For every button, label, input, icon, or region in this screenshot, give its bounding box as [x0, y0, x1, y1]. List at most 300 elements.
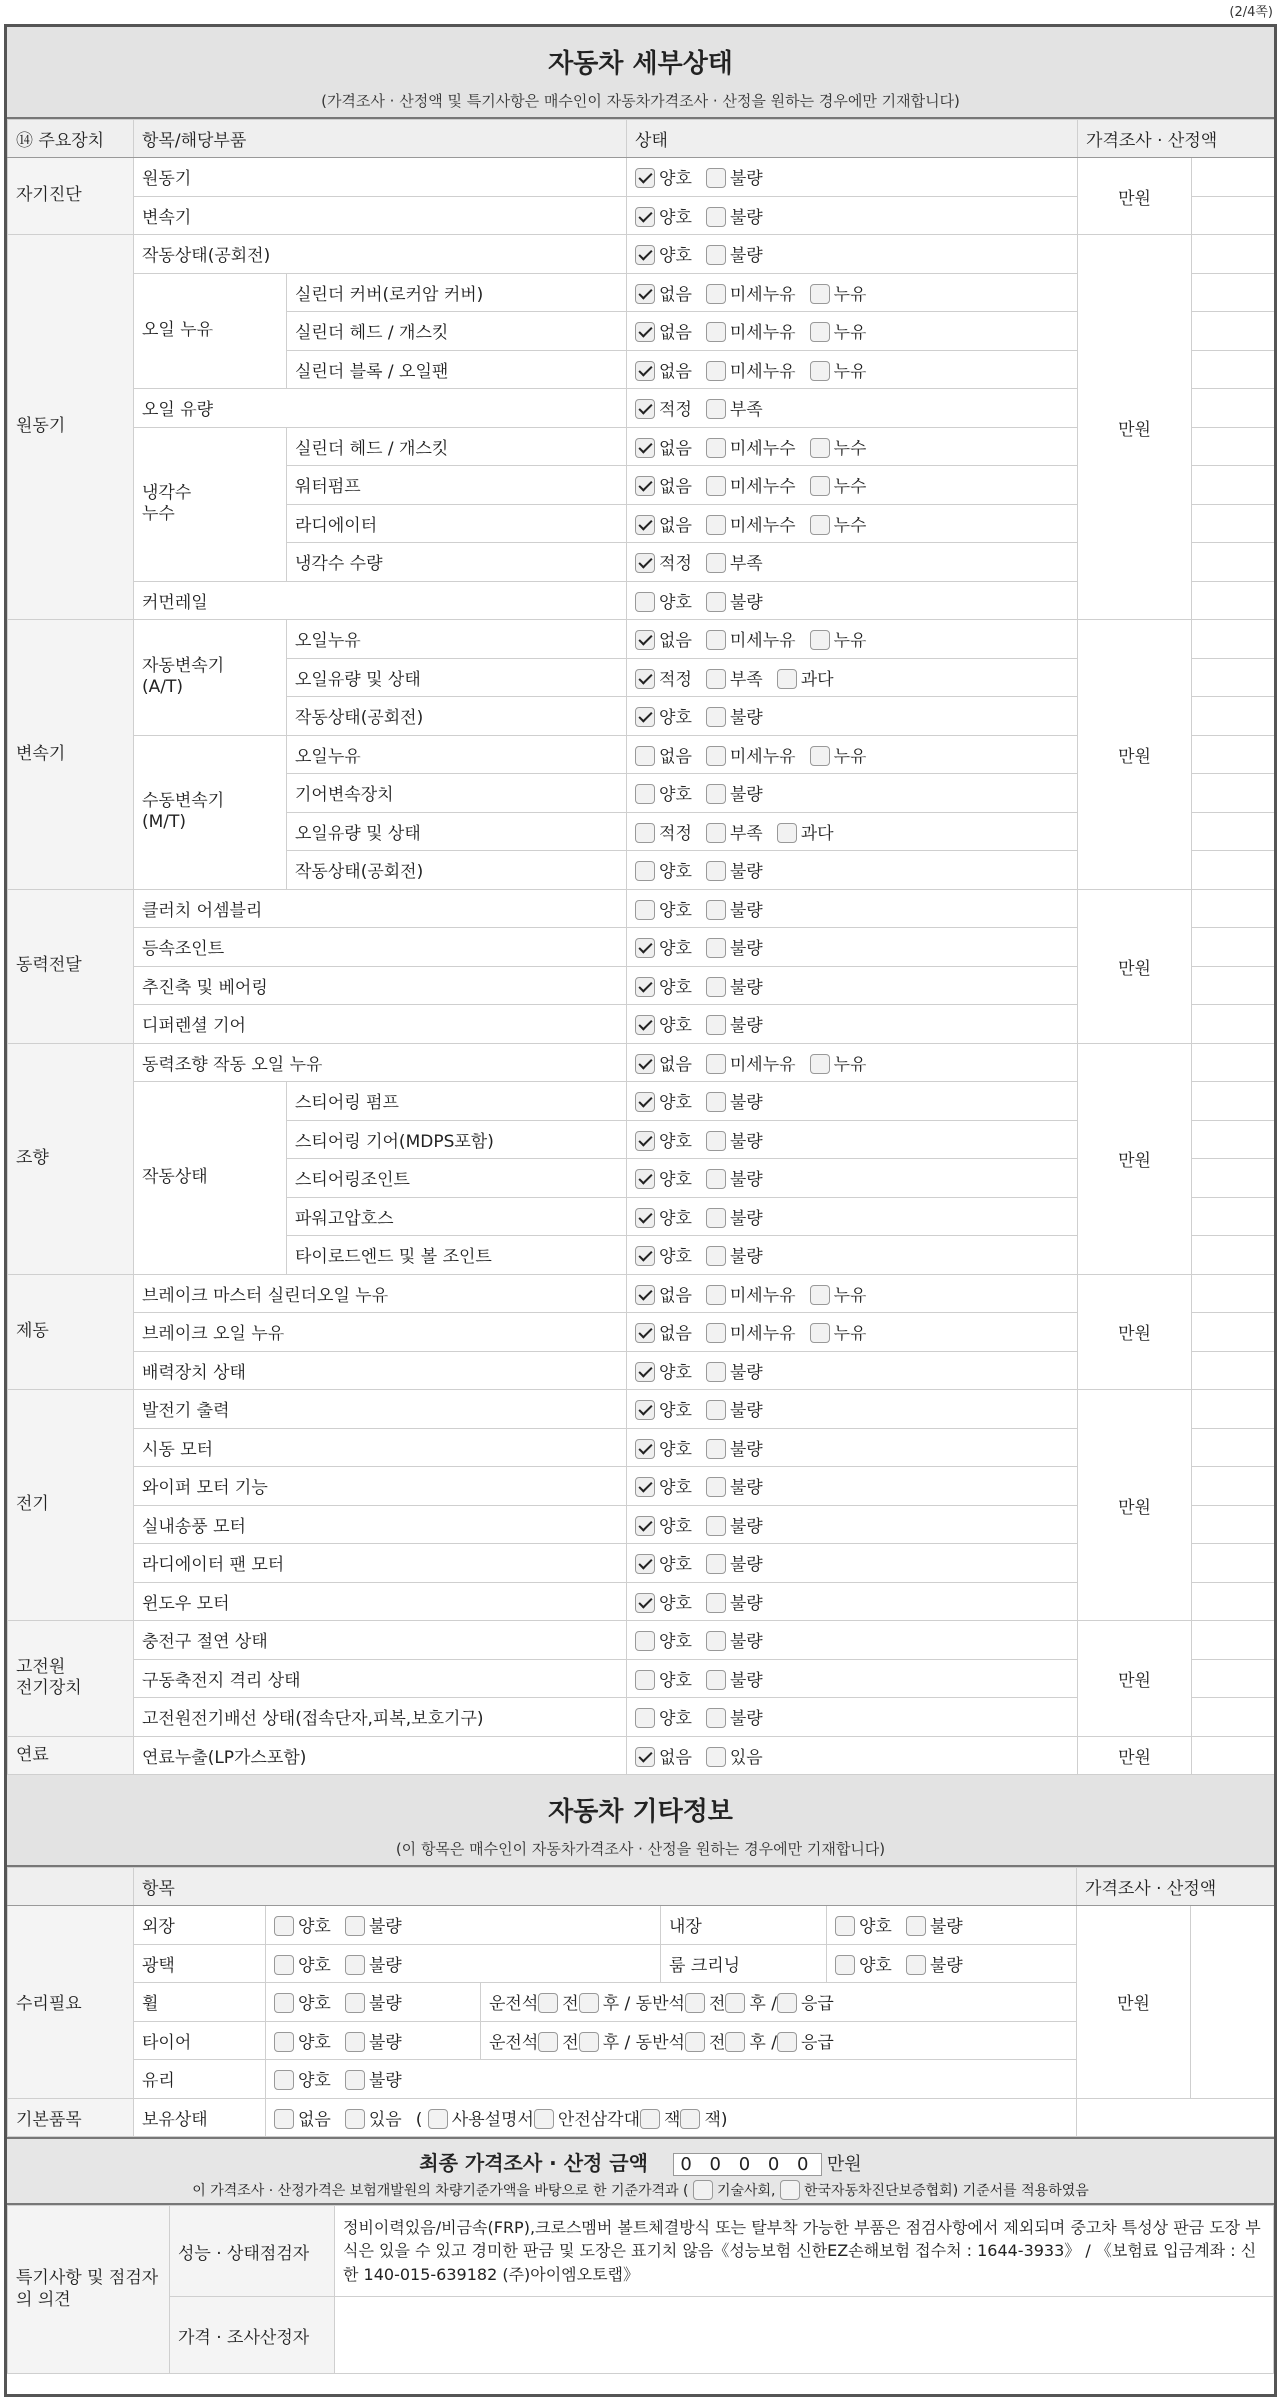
option-label: 양호	[659, 1632, 692, 1653]
checked-checkbox[interactable]	[635, 938, 655, 958]
price-input[interactable]	[1192, 1274, 1277, 1313]
option-label: 양호	[659, 1516, 692, 1537]
checked-checkbox[interactable]	[635, 1516, 655, 1536]
checkbox[interactable]	[706, 1516, 726, 1536]
option-label: 미세누유	[729, 1054, 796, 1075]
price-input[interactable]	[1192, 812, 1277, 851]
status-options	[627, 1082, 1078, 1121]
checkbox[interactable]	[810, 284, 830, 304]
tire-options: 양호 불량	[266, 2021, 481, 2060]
price-input[interactable]	[1192, 928, 1277, 967]
price-input[interactable]	[1192, 658, 1277, 697]
checkbox[interactable]	[725, 2032, 745, 2052]
option-label: 양호	[659, 246, 692, 267]
checkbox[interactable]	[345, 1955, 365, 1975]
checkbox[interactable]	[706, 1631, 726, 1651]
price-input[interactable]	[1192, 196, 1277, 235]
price-inspector-text[interactable]	[335, 2297, 1274, 2374]
price-input[interactable]	[1192, 1467, 1277, 1506]
option-label: 불량	[729, 1208, 763, 1229]
option-label: 불량	[729, 1593, 763, 1614]
checkbox[interactable]	[706, 1747, 726, 1767]
status-options	[627, 851, 1078, 890]
checkbox[interactable]	[810, 438, 830, 458]
checked-checkbox[interactable]	[635, 168, 655, 188]
checkbox[interactable]	[579, 1993, 599, 2013]
price-input[interactable]	[1192, 1351, 1277, 1390]
col-item: 항목/해당부품	[134, 120, 627, 158]
status-options	[627, 1544, 1078, 1583]
checked-checkbox[interactable]	[635, 1400, 655, 1420]
part-label: 오일유량 및 상태	[287, 812, 627, 851]
price-unit: 만원	[1078, 1274, 1192, 1390]
checkbox[interactable]	[706, 1708, 726, 1728]
checkbox[interactable]	[706, 1169, 726, 1189]
checked-checkbox[interactable]	[635, 1554, 655, 1574]
checkbox[interactable]	[274, 1916, 294, 1936]
checkbox[interactable]	[635, 900, 655, 920]
checked-checkbox[interactable]	[635, 1362, 655, 1382]
price-input[interactable]	[1192, 1698, 1277, 1737]
checkbox[interactable]	[635, 861, 655, 881]
status-options	[627, 620, 1078, 659]
price-input[interactable]	[1192, 158, 1277, 197]
checked-checkbox[interactable]	[635, 245, 655, 265]
status-options	[627, 1698, 1078, 1737]
status-options	[627, 158, 1078, 197]
checkbox[interactable]	[706, 1323, 726, 1343]
option-label: 불량	[729, 207, 763, 228]
item-label: 발전기 출력	[134, 1390, 627, 1429]
checkbox[interactable]	[274, 2032, 294, 2052]
price-input[interactable]	[1192, 1236, 1277, 1275]
option-label: 양호	[659, 1016, 692, 1037]
main-device-label: 고전원 전기장치	[8, 1621, 134, 1737]
checkbox[interactable]	[810, 746, 830, 766]
checkbox[interactable]	[706, 707, 726, 727]
checkbox[interactable]	[635, 823, 655, 843]
option-label: 없음	[659, 438, 692, 459]
price-inspector-label: 가격 · 조사산정자	[170, 2297, 335, 2374]
other-col-price: 가격조사 · 산정액	[1077, 1868, 1275, 1906]
item-label: 디퍼렌셜 기어	[134, 1005, 627, 1044]
checkbox[interactable]	[706, 1054, 726, 1074]
other-subtitle: (이 항목은 매수인이 자동차가격조사 · 산정을 원하는 경우에만 기재합니다)	[395, 1840, 886, 1858]
status-options	[627, 1467, 1078, 1506]
item-label: 고전원전기배선 상태(접속단자,피복,보호기구)	[134, 1698, 627, 1737]
sub-item-label: 오일 누유	[134, 273, 287, 389]
checkbox[interactable]	[706, 1285, 726, 1305]
checkbox[interactable]	[706, 1670, 726, 1690]
option-label: 불량	[729, 1439, 763, 1460]
other-table	[7, 1867, 1275, 2137]
wheel-options: 양호 불량	[266, 1983, 481, 2022]
price-input[interactable]	[1192, 581, 1277, 620]
status-options	[627, 774, 1078, 813]
checked-checkbox[interactable]	[635, 1439, 655, 1459]
checkbox[interactable]	[345, 2109, 365, 2129]
price-unit: 만원	[1078, 1043, 1192, 1274]
price-input[interactable]	[1192, 466, 1277, 505]
checkbox[interactable]	[706, 1554, 726, 1574]
price-input[interactable]	[1192, 389, 1277, 428]
checked-checkbox[interactable]	[635, 1246, 655, 1266]
main-device-label: 연료	[8, 1736, 134, 1775]
option-label: 양호	[659, 592, 692, 613]
checkbox[interactable]	[274, 1955, 294, 1975]
checkbox[interactable]	[810, 361, 830, 381]
option-label: 과다	[800, 669, 834, 690]
checkbox[interactable]	[680, 2109, 700, 2129]
final-amount-input[interactable]: 0 0 0 0 0	[673, 2153, 821, 2176]
checkbox[interactable]	[706, 1593, 726, 1613]
option-label: 누유	[833, 746, 867, 767]
checkbox[interactable]	[706, 361, 726, 381]
price-input[interactable]	[1192, 1428, 1277, 1467]
status-options	[627, 389, 1078, 428]
remarks-label: 특기사항 및 점검자의 의견	[8, 2206, 170, 2374]
price-input[interactable]	[1192, 1082, 1277, 1121]
item-label: 와이퍼 모터 기능	[134, 1467, 627, 1506]
checkbox[interactable]	[706, 1015, 726, 1035]
part-label: 파워고압호스	[287, 1197, 627, 1236]
status-options	[627, 196, 1078, 235]
checkbox[interactable]	[345, 2032, 365, 2052]
checkbox[interactable]	[706, 1439, 726, 1459]
checkbox[interactable]	[538, 1993, 558, 2013]
option-label: 불량	[729, 1478, 763, 1499]
checkbox[interactable]	[685, 2032, 705, 2052]
tire-label: 타이어	[134, 2021, 266, 2060]
item-label: 원동기	[134, 158, 627, 197]
page-number: (2/4쪽)	[1229, 5, 1273, 20]
item-label: 커먼레일	[134, 581, 627, 620]
checkbox[interactable]	[706, 823, 726, 843]
option-label: 불량	[729, 1401, 763, 1422]
checkbox[interactable]	[706, 1131, 726, 1151]
status-options	[627, 273, 1078, 312]
option-label: 없음	[659, 1324, 692, 1345]
price-input[interactable]	[1192, 273, 1277, 312]
detail-section-header	[7, 27, 1274, 119]
price-input[interactable]	[1192, 235, 1277, 274]
status-options	[627, 1159, 1078, 1198]
status-options	[627, 1390, 1078, 1429]
price-input[interactable]	[1192, 350, 1277, 389]
part-label: 스티어링 기어(MDPS포함)	[287, 1120, 627, 1159]
checked-checkbox[interactable]	[635, 707, 655, 727]
option-label: 미세누유	[729, 1324, 796, 1345]
option-label: 없음	[659, 477, 692, 498]
glass-label: 유리	[134, 2060, 266, 2099]
status-options	[627, 1428, 1078, 1467]
checked-checkbox[interactable]	[635, 1323, 655, 1343]
option-label: 불량	[729, 246, 763, 267]
price-unit: 만원	[1078, 1736, 1192, 1775]
price-unit: 만원	[1078, 158, 1192, 235]
checkbox[interactable]	[835, 1916, 855, 1936]
checkbox[interactable]	[693, 2180, 713, 2200]
status-options	[627, 889, 1078, 928]
part-label: 오일누유	[287, 620, 627, 659]
price-input[interactable]	[1192, 735, 1277, 774]
item-label: 오일 유량	[134, 389, 627, 428]
detail-row	[8, 889, 1278, 928]
checkbox[interactable]	[706, 1362, 726, 1382]
checkbox[interactable]	[706, 1208, 726, 1228]
part-label: 라디에이터	[287, 504, 627, 543]
status-options	[627, 966, 1078, 1005]
checkbox[interactable]	[810, 1054, 830, 1074]
checkbox[interactable]	[706, 746, 726, 766]
price-input[interactable]	[1192, 1390, 1277, 1429]
checkbox[interactable]	[706, 207, 726, 227]
main-device-label: 동력전달	[8, 889, 134, 1043]
wheel-position-options: 운전석 전 후 / 동반석 전 후 / 응급	[481, 1983, 1077, 2022]
part-label: 실린더 블록 / 오일팬	[287, 350, 627, 389]
checkbox[interactable]	[345, 1916, 365, 1936]
main-device-label: 자기진단	[8, 158, 134, 235]
option-label: 양호	[659, 862, 692, 883]
checkbox[interactable]	[706, 1092, 726, 1112]
checkbox[interactable]	[906, 1916, 926, 1936]
checked-checkbox[interactable]	[635, 1054, 655, 1074]
price-input[interactable]	[1192, 543, 1277, 582]
checked-checkbox[interactable]	[635, 515, 655, 535]
option-label: 양호	[659, 1362, 692, 1383]
status-options	[627, 350, 1078, 389]
price-input[interactable]	[1192, 1621, 1277, 1660]
checked-checkbox[interactable]	[635, 1285, 655, 1305]
checkbox[interactable]	[706, 399, 726, 419]
checkbox[interactable]	[635, 1670, 655, 1690]
option-label: 없음	[659, 746, 692, 767]
checkbox[interactable]	[706, 1246, 726, 1266]
option-label: 누유	[833, 631, 867, 652]
price-input[interactable]	[1192, 1505, 1277, 1544]
price-input[interactable]	[1192, 427, 1277, 466]
interior-options: 양호 불량	[827, 1906, 1077, 1945]
price-input[interactable]	[1192, 1120, 1277, 1159]
checkbox[interactable]	[706, 592, 726, 612]
checkbox[interactable]	[706, 322, 726, 342]
checked-checkbox[interactable]	[635, 476, 655, 496]
price-unit: 만원	[1078, 620, 1192, 890]
option-label: 없음	[659, 1747, 692, 1768]
price-input[interactable]	[1192, 312, 1277, 351]
checkbox[interactable]	[706, 476, 726, 496]
price-input[interactable]	[1192, 1544, 1277, 1583]
price-input[interactable]	[1192, 1197, 1277, 1236]
checked-checkbox[interactable]	[635, 1593, 655, 1613]
item-label: 브레이크 마스터 실린더오일 누유	[134, 1274, 627, 1313]
price-input[interactable]	[1192, 1043, 1277, 1082]
checkbox[interactable]	[706, 861, 726, 881]
checked-checkbox[interactable]	[635, 399, 655, 419]
price-input[interactable]	[1192, 1736, 1277, 1775]
checkbox[interactable]	[706, 784, 726, 804]
option-label: 불량	[729, 1362, 763, 1383]
checkbox[interactable]	[810, 515, 830, 535]
option-label: 양호	[659, 169, 692, 190]
checkbox[interactable]	[810, 630, 830, 650]
status-options	[627, 1120, 1078, 1159]
exterior-label: 외장	[134, 1906, 266, 1945]
checked-checkbox[interactable]	[635, 1015, 655, 1035]
checked-checkbox[interactable]	[635, 284, 655, 304]
option-label: 불량	[729, 1016, 763, 1037]
option-label: 적정	[659, 669, 692, 690]
option-label: 양호	[659, 785, 692, 806]
checkbox[interactable]	[274, 2109, 294, 2129]
checkbox[interactable]	[706, 553, 726, 573]
checked-checkbox[interactable]	[635, 207, 655, 227]
detail-subtitle: (가격조사 · 산정액 및 특기사항은 매수인이 자동차가격조사 · 산정을 원하는 경우에만 기재합니다)	[321, 92, 960, 110]
checkbox[interactable]	[635, 592, 655, 612]
price-input[interactable]	[1192, 774, 1277, 813]
checkbox[interactable]	[777, 669, 797, 689]
price-input[interactable]	[1192, 1659, 1277, 1698]
status-options	[627, 697, 1078, 736]
detail-row	[8, 1621, 1278, 1660]
price-input[interactable]	[1192, 1313, 1277, 1352]
checkbox[interactable]	[640, 2109, 660, 2129]
status-options	[627, 1274, 1078, 1313]
checkbox[interactable]	[777, 823, 797, 843]
price-input[interactable]	[1192, 1582, 1277, 1621]
status-options	[627, 1043, 1078, 1082]
checkbox[interactable]	[706, 938, 726, 958]
interior-label: 내장	[661, 1906, 827, 1945]
checkbox[interactable]	[780, 2180, 800, 2200]
part-label: 냉각수 수량	[287, 543, 627, 582]
checkbox[interactable]	[706, 168, 726, 188]
option-label: 불량	[729, 1670, 763, 1691]
owned-label: 보유상태	[134, 2098, 266, 2137]
checkbox[interactable]	[777, 2032, 797, 2052]
price-input[interactable]	[1192, 1159, 1277, 1198]
price-input[interactable]	[1192, 1005, 1277, 1044]
checkbox[interactable]	[685, 1993, 705, 2013]
checkbox[interactable]	[706, 438, 726, 458]
checkbox[interactable]	[706, 515, 726, 535]
price-input[interactable]	[1192, 697, 1277, 736]
checkbox[interactable]	[274, 2070, 294, 2090]
item-label: 시동 모터	[134, 1428, 627, 1467]
checkbox[interactable]	[345, 2070, 365, 2090]
price-input[interactable]	[1192, 504, 1277, 543]
checked-checkbox[interactable]	[635, 553, 655, 573]
item-label: 변속기	[134, 196, 627, 235]
checkbox[interactable]	[538, 2032, 558, 2052]
checkbox[interactable]	[725, 1993, 745, 2013]
checkbox[interactable]	[635, 1631, 655, 1651]
option-label: 양호	[659, 1170, 692, 1191]
checkbox[interactable]	[706, 1400, 726, 1420]
checked-checkbox[interactable]	[635, 1092, 655, 1112]
option-label: 불량	[729, 169, 763, 190]
checkbox[interactable]	[810, 1285, 830, 1305]
checkbox[interactable]	[635, 784, 655, 804]
checkbox[interactable]	[706, 284, 726, 304]
checkbox[interactable]	[810, 322, 830, 342]
checked-checkbox[interactable]	[635, 438, 655, 458]
checkbox[interactable]	[706, 900, 726, 920]
sub-item-label: 작동상태	[134, 1082, 287, 1275]
option-label: 불량	[729, 939, 763, 960]
option-label: 없음	[659, 361, 692, 382]
other-price-input[interactable]	[1191, 1906, 1275, 2099]
option-label: 누유	[833, 1324, 867, 1345]
checked-checkbox[interactable]	[635, 1477, 655, 1497]
option-label: 미세누수	[729, 515, 796, 536]
checkbox[interactable]	[635, 1708, 655, 1728]
checked-checkbox[interactable]	[635, 1131, 655, 1151]
option-label: 과다	[800, 823, 834, 844]
gloss-label: 광택	[134, 1944, 266, 1983]
checkbox[interactable]	[345, 1993, 365, 2013]
checkbox[interactable]	[534, 2109, 554, 2129]
gloss-options: 양호 불량	[266, 1944, 661, 1983]
checked-checkbox[interactable]	[635, 630, 655, 650]
checkbox[interactable]	[635, 746, 655, 766]
checkbox[interactable]	[428, 2109, 448, 2129]
checked-checkbox[interactable]	[635, 1169, 655, 1189]
checkbox[interactable]	[706, 1477, 726, 1497]
checked-checkbox[interactable]	[635, 977, 655, 997]
checkbox[interactable]	[810, 1323, 830, 1343]
option-label: 없음	[659, 1285, 692, 1306]
status-options	[627, 1351, 1078, 1390]
price-input[interactable]	[1192, 966, 1277, 1005]
checkbox[interactable]	[706, 630, 726, 650]
option-label: 누유	[833, 1054, 867, 1075]
checkbox[interactable]	[810, 476, 830, 496]
status-options	[627, 1505, 1078, 1544]
glass-options: 양호 불량	[266, 2060, 1077, 2099]
checkbox[interactable]	[906, 1955, 926, 1975]
checked-checkbox[interactable]	[635, 1747, 655, 1767]
option-label: 양호	[659, 1208, 692, 1229]
option-label: 불량	[729, 592, 763, 613]
inspection-form	[4, 24, 1277, 2397]
checkbox[interactable]	[274, 1993, 294, 2013]
checked-checkbox[interactable]	[635, 669, 655, 689]
status-options	[627, 812, 1078, 851]
checked-checkbox[interactable]	[635, 361, 655, 381]
checked-checkbox[interactable]	[635, 1208, 655, 1228]
checkbox[interactable]	[777, 1993, 797, 2013]
status-options	[627, 581, 1078, 620]
option-label: 양호	[659, 1593, 692, 1614]
checkbox[interactable]	[706, 669, 726, 689]
status-options	[627, 1197, 1078, 1236]
option-label: 적정	[659, 823, 692, 844]
checked-checkbox[interactable]	[635, 322, 655, 342]
price-input[interactable]	[1192, 889, 1277, 928]
checkbox[interactable]	[706, 977, 726, 997]
option-label: 불량	[729, 785, 763, 806]
price-input[interactable]	[1192, 851, 1277, 890]
checkbox[interactable]	[835, 1955, 855, 1975]
part-label: 실린더 헤드 / 개스킷	[287, 312, 627, 351]
price-input[interactable]	[1192, 620, 1277, 659]
tire-position-options: 운전석 전 후 / 동반석 전 후 / 응급	[481, 2021, 1077, 2060]
checkbox[interactable]	[579, 2032, 599, 2052]
item-label: 브레이크 오일 누유	[134, 1313, 627, 1352]
status-options	[627, 466, 1078, 505]
checkbox[interactable]	[706, 245, 726, 265]
